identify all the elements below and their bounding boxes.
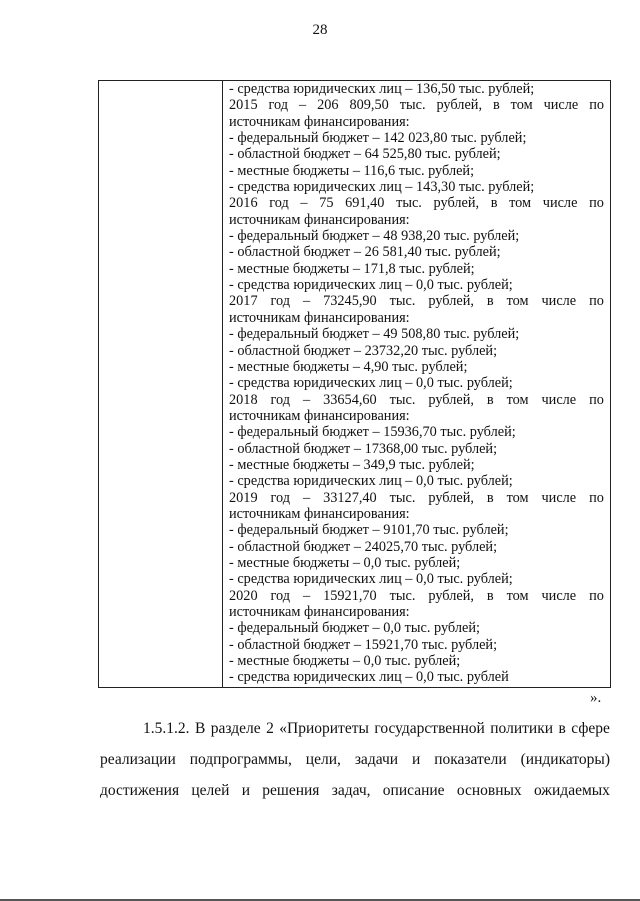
table-line: - средства юридических лиц – 136,50 тыс. рублей; xyxy=(229,81,535,97)
word: числе xyxy=(541,587,577,604)
word: числе xyxy=(541,489,577,506)
word: разделе xyxy=(210,720,261,737)
word: 73245,90 xyxy=(323,293,377,310)
table-line: источникам финансирования: xyxy=(229,309,410,326)
word: тыс. xyxy=(389,587,416,604)
word: рублей, xyxy=(428,489,474,506)
word: – xyxy=(303,489,311,506)
word: том xyxy=(506,391,529,408)
financing-table xyxy=(98,80,611,688)
table-line: - средства юридических лиц – 0,0 тыс. рублей; xyxy=(229,375,513,392)
word: год xyxy=(270,489,291,506)
word: 75 xyxy=(319,195,334,212)
table-line xyxy=(229,97,604,113)
table-line: - областной бюджет – 23732,20 тыс. рублей; xyxy=(229,342,498,359)
word: в xyxy=(486,293,494,310)
table-line: - местные бюджеты – 0,0 тыс. рублей; xyxy=(229,653,461,670)
word: задачи xyxy=(354,751,399,768)
word: тыс. xyxy=(396,195,422,212)
word: числе xyxy=(543,97,579,114)
word: – xyxy=(303,587,311,604)
word: и xyxy=(411,751,421,768)
closing-quote: ». xyxy=(590,690,602,706)
word: в xyxy=(486,587,494,604)
word: числе xyxy=(541,293,577,310)
table-line: - федеральный бюджет – 0,0 тыс. рублей; xyxy=(229,620,480,637)
word: рублей, xyxy=(436,97,483,114)
word: год xyxy=(270,391,291,408)
word: 33654,60 xyxy=(323,391,377,408)
word: числе xyxy=(542,195,578,212)
word: (индикаторы) xyxy=(520,751,610,768)
word: рублей, xyxy=(428,391,474,408)
paragraph-line xyxy=(100,713,610,744)
word: год xyxy=(268,97,289,114)
word: 206 xyxy=(317,97,339,114)
table-line: - средства юридических лиц – 0,0 тыс. рублей; xyxy=(229,571,513,588)
word: 2017 xyxy=(229,293,258,310)
word: задач, xyxy=(331,782,371,799)
word: решения xyxy=(262,782,320,799)
table-line: - средства юридических лиц – 0,0 тыс. рублей xyxy=(229,669,509,686)
table-line: - средства юридических лиц – 0,0 тыс. рублей; xyxy=(229,473,513,490)
word: 2018 xyxy=(229,391,258,408)
table-line: - федеральный бюджет – 15936,70 тыс. рублей; xyxy=(229,424,516,441)
word: ожидаемых xyxy=(533,782,610,799)
word: рублей, xyxy=(433,195,480,212)
word: показатели xyxy=(434,751,507,768)
word: описание xyxy=(382,782,445,799)
table-right-cell xyxy=(223,81,610,686)
word: основных xyxy=(456,782,522,799)
word: в xyxy=(558,720,566,737)
table-line xyxy=(229,588,604,604)
word: том xyxy=(510,97,533,114)
table-line: - федеральный бюджет – 49 508,80 тыс. рублей; xyxy=(229,326,520,343)
table-line: - областной бюджет – 64 525,80 тыс. рублей; xyxy=(229,146,501,163)
word: том xyxy=(506,293,529,310)
table-line: источникам финансирования: xyxy=(229,407,410,424)
table-line: - средства юридических лиц – 143,30 тыс. рублей; xyxy=(229,179,535,196)
word: подпрограммы, xyxy=(189,751,292,768)
word: 15921,70 xyxy=(323,587,377,604)
word: по xyxy=(589,97,604,114)
word: 2 xyxy=(266,720,274,737)
table-line: - федеральный бюджет – 48 938,20 тыс. рублей; xyxy=(229,228,520,245)
table-line: - местные бюджеты – 0,0 тыс. рублей; xyxy=(229,554,461,571)
table-line: - местные бюджеты – 4,90 тыс. рублей; xyxy=(229,358,468,375)
word: государственной xyxy=(374,720,485,737)
word: и xyxy=(241,782,250,799)
page-number: 28 xyxy=(312,22,328,38)
word: год xyxy=(270,293,291,310)
word: – xyxy=(303,293,311,310)
word: политики xyxy=(490,720,554,737)
word: по xyxy=(589,293,604,310)
table-line: источникам финансирования: xyxy=(229,505,410,522)
word: 691,40 xyxy=(345,195,385,212)
word: – xyxy=(300,195,308,212)
word: по xyxy=(589,489,604,506)
table-line: - местные бюджеты – 171,8 тыс. рублей; xyxy=(229,260,475,277)
word: том xyxy=(509,195,532,212)
word: В xyxy=(194,720,206,737)
table-line: - средства юридических лиц – 0,0 тыс. рублей; xyxy=(229,277,513,294)
table-line xyxy=(229,293,604,309)
word: по xyxy=(589,195,604,212)
word: в xyxy=(490,195,498,212)
word: тыс. xyxy=(389,293,416,310)
table-line: источникам финансирования: xyxy=(229,604,410,620)
word: в xyxy=(486,391,494,408)
table-line: источникам финансирования: xyxy=(229,113,410,130)
body-paragraph xyxy=(100,713,610,806)
table-line: - областной бюджет – 15921,70 тыс. рублей; xyxy=(229,636,498,653)
table-line xyxy=(229,490,604,506)
word: том xyxy=(506,587,529,604)
table-line: - местные бюджеты – 116,6 тыс. рублей; xyxy=(229,162,475,179)
word: 2019 xyxy=(229,489,258,506)
word: сфере xyxy=(571,720,610,737)
word: целей xyxy=(191,782,230,799)
table-line: - областной бюджет – 26 581,40 тыс. рублей; xyxy=(229,244,501,261)
word: числе xyxy=(541,391,577,408)
word: в xyxy=(486,489,494,506)
word: 33127,40 xyxy=(323,489,377,506)
table-left-cell xyxy=(99,81,223,687)
word: рублей, xyxy=(428,587,474,604)
word: рублей, xyxy=(428,293,474,310)
word: тыс. xyxy=(389,391,416,408)
word: 2015 xyxy=(229,97,258,114)
word: 2016 xyxy=(229,195,258,212)
word: тыс. xyxy=(399,97,426,114)
word: тыс. xyxy=(389,489,416,506)
table-line: - областной бюджет – 17368,00 тыс. рублей; xyxy=(229,440,498,457)
word: – xyxy=(303,391,311,408)
word: по xyxy=(589,587,604,604)
table-line: - областной бюджет – 24025,70 тыс. рублей; xyxy=(229,538,498,555)
word: – xyxy=(299,97,307,114)
table-line: источникам финансирования: xyxy=(229,211,410,228)
word: по xyxy=(589,391,604,408)
table-line: - федеральный бюджет – 9101,70 тыс. рублей; xyxy=(229,522,509,539)
word: цели, xyxy=(305,751,341,768)
word: реализации xyxy=(100,751,176,768)
word: год xyxy=(269,195,289,212)
word: 809,50 xyxy=(349,97,389,114)
word: 1.5.1.2. xyxy=(143,720,190,737)
word: в xyxy=(492,97,500,114)
word: год xyxy=(270,587,291,604)
word: том xyxy=(506,489,529,506)
table-line: - местные бюджеты – 349,9 тыс. рублей; xyxy=(229,456,475,473)
table-line: - федеральный бюджет – 142 023,80 тыс. рублей; xyxy=(229,130,527,147)
word: 2020 xyxy=(229,587,258,604)
paragraph-line xyxy=(100,775,610,806)
table-line xyxy=(229,392,604,408)
paragraph-line xyxy=(100,744,610,775)
word: достижения xyxy=(100,782,180,799)
table-line xyxy=(229,195,604,211)
word: «Приоритеты xyxy=(279,720,369,737)
